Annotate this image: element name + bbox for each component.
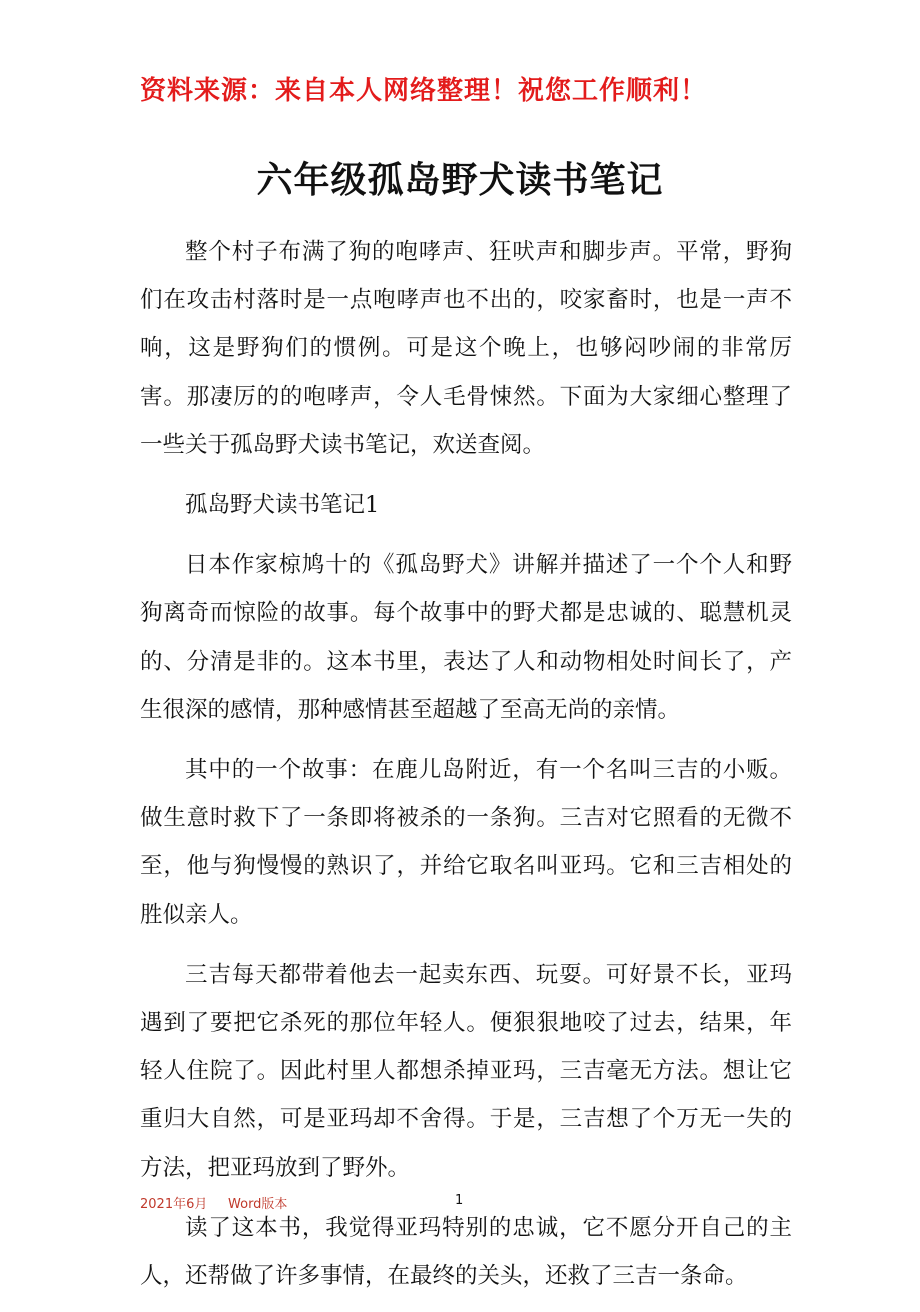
paragraph-story-conflict: 三吉每天都带着他去一起卖东西、玩耍。可好景不长，亚玛遇到了要把它杀死的那位年轻人。便狠狠地咬了过去，结果，年轻人住院了。因此村里人都想杀掉亚玛，三吉毫无方法。想让它重归大自然，可是亚玛却不舍得。于是，三吉想了个万无一失的方法，把亚玛放到了野外。	[140, 961, 792, 1181]
paragraph-intro: 整个村子布满了狗的咆哮声、狂吠声和脚步声。平常，野狗们在攻击村落时是一点咆哮声也不出的，咬家畜时，也是一声不响，这是野狗们的惯例。可是这个晚上，也够闷吵闹的非常厉害。那凄厉的的咆哮声，令人毛骨悚然。下面为大家细心整理了一些关于孤岛野犬读书笔记，欢送查阅。	[140, 239, 792, 458]
paragraph-reflection: 读了这本书，我觉得亚玛特别的忠诚，它不愿分开自己的主人，还帮做了许多事情，在最终的关头，还救了三吉一条命。	[140, 1214, 792, 1290]
paragraph-book-overview: 日本作家椋鸠十的《孤岛野犬》讲解并描述了一个个人和野狗离奇而惊险的故事。每个故事中的野犬都是忠诚的、聪慧机灵的、分清是非的。这本书里，表达了人和动物相处时间长了，产生很深的感情，那种感情甚至超越了至高无尚的亲情。	[140, 552, 792, 723]
page-number: 1	[455, 1193, 464, 1208]
footer-date-version: 2021年6月 Word版本	[140, 1197, 288, 1212]
document-body	[140, 228, 792, 1312]
section-heading: 孤岛野犬读书笔记1	[185, 492, 380, 519]
paragraph-story-start: 其中的一个故事：在鹿儿岛附近，有一个名叫三吉的小贩。做生意时救下了一条即将被杀的一条狗。三吉对它照看的无微不至，他与狗慢慢的熟识了，并给它取名叫亚玛。它和三吉相处的胜似亲人。	[140, 757, 792, 928]
source-banner: 资料来源：来自本人网络整理！祝您工作顺利！	[140, 76, 708, 106]
document-title: 六年级孤岛野犬读书笔记	[256, 159, 664, 201]
